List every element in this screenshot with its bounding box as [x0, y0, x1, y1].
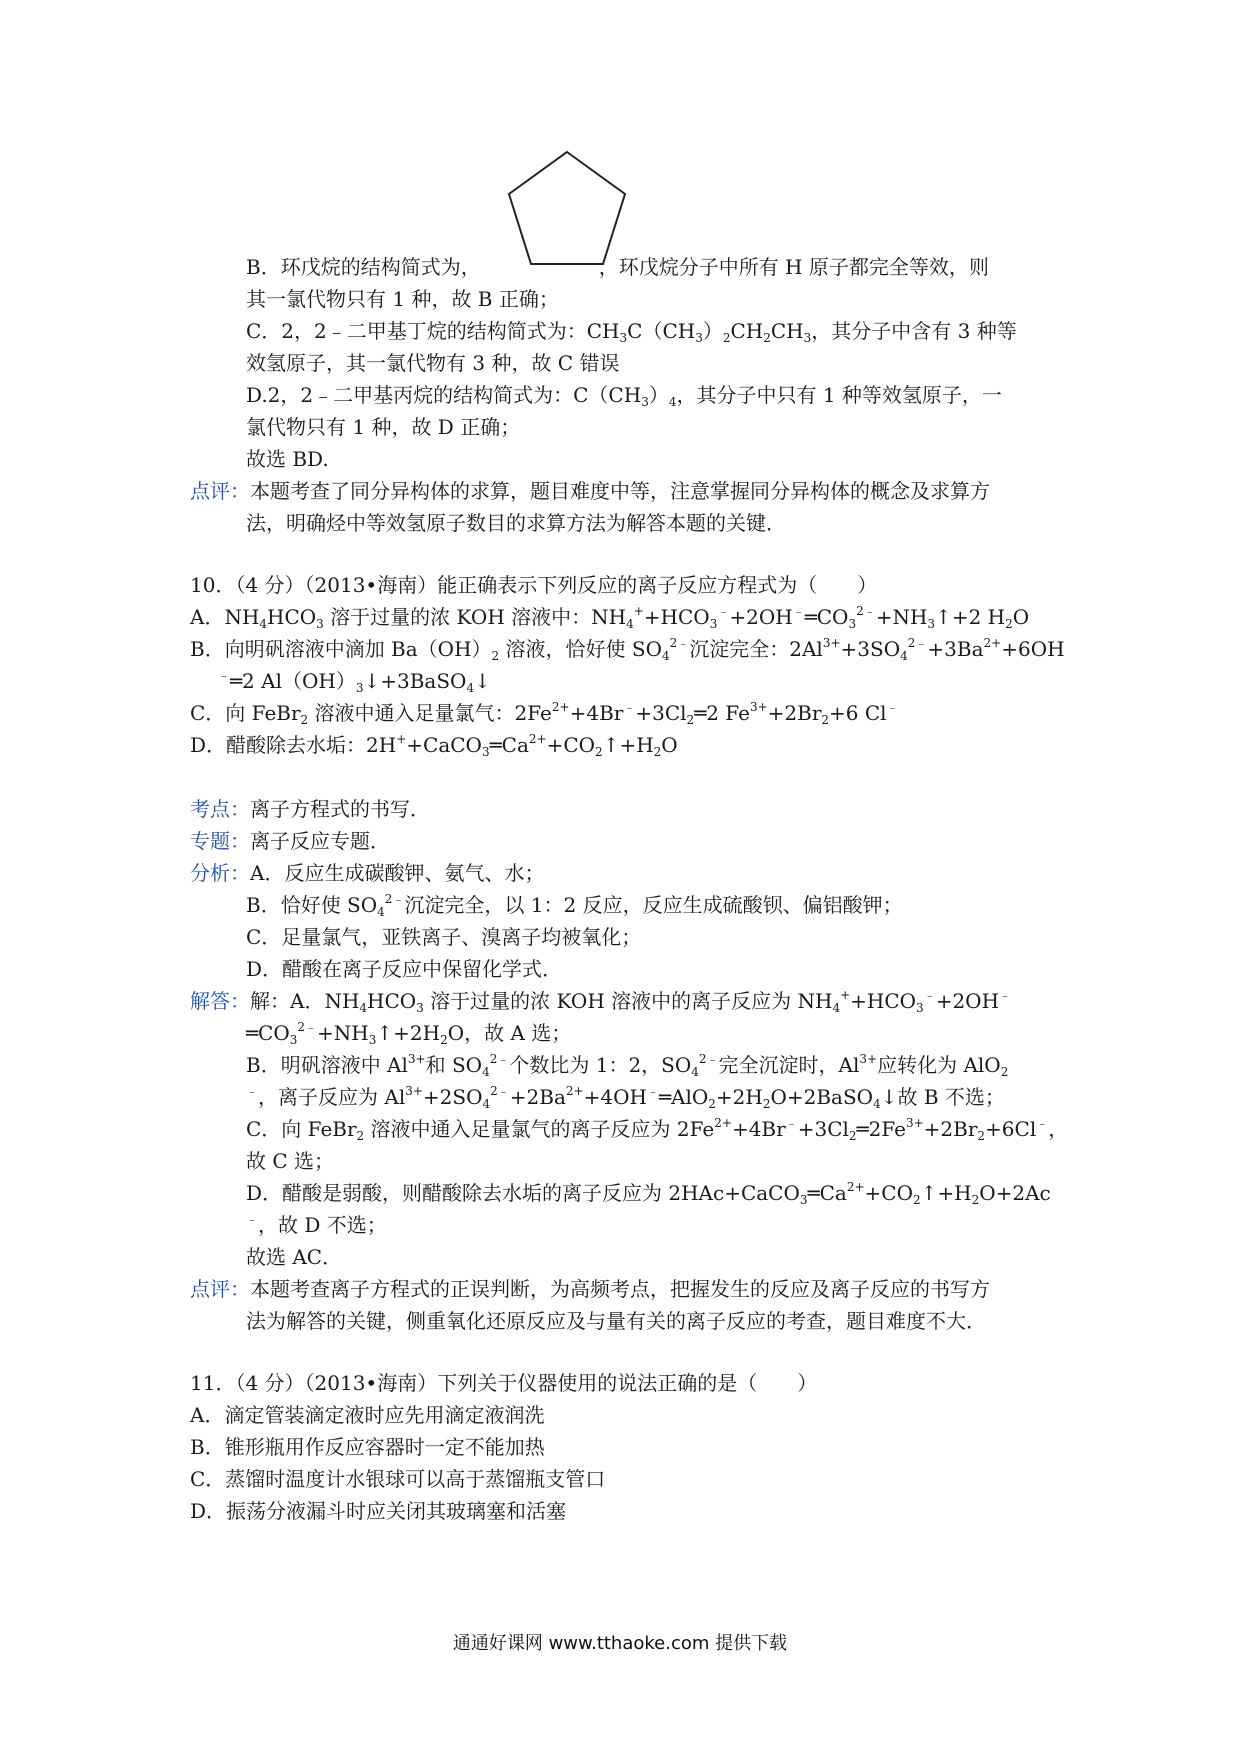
superscript: ﹣: [717, 604, 730, 618]
text-segment: ↓: [474, 669, 491, 693]
subscript: 3: [416, 1001, 424, 1015]
text-segment: O: [1012, 605, 1030, 629]
subscript: 4: [900, 649, 908, 663]
text-segment: ═Ca: [807, 1181, 847, 1205]
text-segment: ═CO: [804, 605, 849, 629]
superscript: 2+: [983, 636, 1002, 650]
subscript: 3: [289, 1033, 298, 1047]
subscript: 4: [359, 1001, 368, 1015]
text-segment: O+2BaSO: [770, 1085, 874, 1109]
q10-fenxi-b: [246, 892, 903, 918]
text-segment: +NH: [875, 605, 928, 629]
q9-option-d-line-2: 氯代物只有 1 种，故 D 正确；: [246, 415, 521, 439]
text-segment: 沉淀完全，以 1：2 反应，反应生成硫酸钡、偏铝酸钾；: [404, 893, 903, 917]
text-segment: 溶液中通入足量氯气的离子反应为 2Fe: [364, 1117, 715, 1141]
text-segment: +2H: [715, 1085, 763, 1109]
subscript: 2: [977, 1129, 986, 1143]
text-segment: A．NH: [190, 605, 260, 629]
subscript: 3: [916, 1001, 924, 1015]
q10-jieda-b-line-2: [246, 1084, 1005, 1110]
subscript: 3: [799, 1193, 808, 1207]
subscript: 4: [482, 1097, 491, 1111]
superscript: 2﹣: [907, 636, 928, 650]
q11-option-c: C．蒸馏时温度计水银球可以高于蒸馏瓶支管口: [190, 1467, 606, 1491]
text-segment: +2SO: [422, 1085, 483, 1109]
text-segment: +3Cl: [635, 701, 687, 725]
q10-jieda-d-line-2: [246, 1212, 387, 1238]
q10-zhuanti: 专题：离子反应专题．: [190, 829, 390, 853]
text-segment: C．向 FeBr: [246, 1117, 357, 1141]
subscript: 4: [466, 681, 475, 695]
text-segment: ═2Fe: [856, 1117, 906, 1141]
text-segment: ，故 D 不选；: [258, 1213, 387, 1237]
subscript: 3: [481, 745, 490, 759]
subscript: 4: [377, 905, 385, 919]
q10-answer: 故选 AC．: [246, 1245, 343, 1269]
subscript: 2: [595, 745, 603, 759]
text-segment: ，: [1048, 1117, 1069, 1141]
text-segment: +2Br: [767, 701, 822, 725]
subscript: 2: [971, 1193, 980, 1207]
text-segment: ═CO: [246, 1021, 290, 1045]
q10-jieda-c-line-2: 故 C 选；: [246, 1149, 335, 1173]
superscript: 2+: [846, 1180, 865, 1194]
subscript: 2: [912, 1193, 921, 1207]
q10-jieda-b-line-1: [246, 1052, 1008, 1078]
text-segment: C．向 FeBr: [190, 701, 301, 725]
q9-option-c-line-1: C．2，2﹣二甲基丁烷的结构简式为：$CH_3C(CH_3)_2CH_2CH_3$，其分子中含有 3 种等: [246, 319, 1017, 345]
subscript: 2: [653, 745, 662, 759]
superscript: 3+: [405, 1084, 423, 1098]
subscript: 4: [661, 649, 670, 663]
text-segment: ═Ca: [489, 733, 529, 757]
subscript: 3: [709, 617, 718, 631]
text-segment: 解：A．NH: [250, 989, 360, 1013]
superscript: ﹣: [886, 700, 899, 714]
superscript: ﹣: [1036, 1116, 1049, 1130]
text-segment: +6Cl: [985, 1117, 1037, 1141]
text-segment: O，故 A 选；: [447, 1021, 572, 1045]
q10-fenxi-d: D．醋酸在离子反应中保留化学式．: [246, 957, 563, 981]
q11-option-b: B．锥形瓶用作反应容器时一定不能加热: [190, 1435, 545, 1459]
q9-option-d-line-1: D.2，2﹣二甲基丙烷的结构简式为：$C(CH_3)_4$，其分子中只有 1 种等效氢原子，一: [246, 383, 1002, 409]
text-segment: D．醋酸除去水垢：2H: [190, 733, 397, 757]
subscript: 2: [356, 1129, 365, 1143]
text-segment: ↑+2 H: [935, 605, 1006, 629]
superscript: ﹣: [646, 1084, 659, 1098]
text-segment: +6OH: [1001, 637, 1065, 661]
text-segment: +2Br: [923, 1117, 978, 1141]
text-segment: +3Cl: [797, 1117, 849, 1141]
text-segment: +2OH: [935, 989, 1000, 1013]
q10-kaodian: 考点：离子方程式的书写．: [190, 797, 430, 821]
text-segment: 沉淀完全：2Al: [689, 637, 823, 661]
subscript: 3: [355, 681, 364, 695]
subscript: 3: [848, 617, 857, 631]
text-segment: ═AlO: [658, 1085, 709, 1109]
text-segment: O: [661, 733, 678, 757]
superscript: +: [633, 604, 644, 618]
superscript: 3+: [822, 636, 841, 650]
text-segment: B．明矾溶液中 Al: [246, 1053, 408, 1077]
text-segment: +4Br: [569, 701, 624, 725]
q10-jieda-d-line-1: [246, 1180, 1051, 1206]
text-segment: +CaCO: [406, 733, 482, 757]
superscript: 2+: [528, 732, 547, 746]
text-segment: ↓故 B 不选；: [880, 1085, 1005, 1109]
text-segment: +2Ba: [509, 1085, 566, 1109]
superscript: 2﹣: [297, 1020, 318, 1034]
text-segment: ↑+H: [602, 733, 654, 757]
text-segment: +6 Cl: [829, 701, 887, 725]
subscript: 2: [821, 713, 830, 727]
subscript: 4: [259, 617, 268, 631]
text-segment: ═2 Fe: [694, 701, 750, 725]
text-segment: HCO: [367, 989, 417, 1013]
superscript: +: [396, 732, 407, 746]
q9-option-b-line-2: 其一氯代物只有 1 种，故 B 正确；: [246, 287, 559, 311]
text-segment: ↑+H: [920, 1181, 972, 1205]
q10-stem: 10．（4 分）（2013•海南）能正确表示下列反应的离子反应方程式为（ ）: [190, 573, 878, 597]
subscript: 2: [686, 713, 695, 727]
q11-option-a: A．滴定管装滴定液时应先用滴定液润洗: [190, 1403, 545, 1427]
superscript: ﹣: [785, 1116, 798, 1130]
q10-option-c: [190, 700, 899, 726]
superscript: 2﹣: [489, 1052, 510, 1066]
text-segment: +4OH: [583, 1085, 647, 1109]
q9-comment-line-1: 点评：本题考查了同分异构体的求算，题目难度中等，注意掌握同分异构体的概念及求算方: [190, 479, 990, 503]
subscript: 4: [873, 1097, 881, 1111]
text-segment: ↑+2H: [376, 1021, 441, 1045]
footer-source: 通通好课网 www.tthaoke.com 提供下载: [452, 1633, 788, 1654]
q10-option-b-line-1: [190, 636, 1065, 662]
subscript: 2: [848, 1129, 857, 1143]
superscript: ﹣: [792, 604, 805, 618]
text-segment: +2OH: [729, 605, 793, 629]
text-segment: 和 SO: [425, 1053, 483, 1077]
text-segment: +CO: [546, 733, 596, 757]
q10-fenxi-c: C．足量氯气，亚铁离子、溴离子均被氧化；: [246, 925, 642, 949]
comment-label: 点评：: [190, 479, 250, 503]
superscript: 2﹣: [698, 1052, 719, 1066]
subscript: 2: [300, 713, 309, 727]
text-segment: +HCO: [643, 605, 710, 629]
superscript: ﹣: [923, 988, 936, 1002]
text-segment: 个数比为 1：2，SO: [509, 1053, 692, 1077]
superscript: 2+: [551, 700, 570, 714]
q10-fenxi-a: 分析：A．反应生成碳酸钾、氨气、水；: [190, 861, 545, 885]
text-segment: D．醋酸是弱酸，则醋酸除去水垢的离子反应为 2HAc+CaCO: [246, 1181, 800, 1205]
text-segment: B．恰好使 SO: [246, 893, 378, 917]
text-segment: 溶液中通入足量氯气：2Fe: [308, 701, 552, 725]
subscript: 3: [316, 617, 324, 631]
text-segment: ═2 Al（OH）: [230, 669, 356, 693]
text-segment: ↓+3BaSO: [363, 669, 467, 693]
text-segment: +NH: [317, 1021, 369, 1045]
superscript: 3+: [905, 1116, 924, 1130]
q9-option-c-line-2: 效氢原子，其一氯代物有 3 种，故 C 错误: [246, 351, 620, 375]
text-segment: HCO: [267, 605, 317, 629]
q11-stem: 11．（4 分）（2013•海南）下列关于仪器使用的说法正确的是（ ）: [190, 1371, 818, 1395]
subscript: 2: [762, 1097, 771, 1111]
subscript: 4: [691, 1065, 699, 1079]
superscript: 3+: [859, 1052, 878, 1066]
superscript: 2+: [565, 1084, 584, 1098]
q10-option-b-line-2: [218, 668, 491, 694]
text-segment: +CO: [864, 1181, 913, 1205]
superscript: ﹣: [246, 1084, 259, 1098]
text-segment: 溶于过量的浓 KOH 溶液中的离子反应为 NH: [423, 989, 833, 1013]
superscript: ﹣: [246, 1212, 259, 1226]
text-segment: +3Ba: [927, 637, 984, 661]
q10-jieda-a-line-1: 解答：解：A．$NH_4HCO_3$ 溶于过量的浓 KOH 溶液中的离子反应为 $NH_4^++HCO_3^﹣+2OH^﹣$: [190, 988, 1012, 1015]
q9-option-b-line-1: B．环戊烷的结构简式为， ，环戊烷分子中所有 H 原子都完全等效，则: [246, 255, 989, 279]
text-segment: +3SO: [840, 637, 901, 661]
superscript: ﹣: [623, 700, 636, 714]
subscript: 2: [491, 649, 500, 663]
q10-comment-line-1: 点评：本题考查离子方程式的正误判断，为高频考点，把握发生的反应及离子反应的书写方: [190, 1277, 990, 1301]
text-segment: 完全沉淀时，Al: [718, 1053, 860, 1077]
subscript: 2: [1000, 1065, 1009, 1079]
subscript: 3: [368, 1033, 377, 1047]
subscript: 4: [626, 617, 634, 631]
superscript: 2﹣: [384, 892, 405, 906]
q10-jieda-a-line-2: [246, 1020, 571, 1046]
text-segment: +HCO: [850, 989, 917, 1013]
superscript: +: [840, 988, 851, 1002]
q10-comment-line-2: 法为解答的关键，侧重氧化还原反应及与量有关的离子反应的考查，题目难度不大．: [246, 1309, 986, 1333]
text-segment: 溶液，恰好使 SO: [499, 637, 662, 661]
q10-option-d: [190, 732, 678, 758]
superscript: 2﹣: [669, 636, 690, 650]
superscript: 3+: [407, 1052, 426, 1066]
subscript: 2: [1005, 617, 1013, 631]
text-segment: B．向明矾溶液中滴加 Ba（OH）: [190, 637, 492, 661]
subscript: 2: [440, 1033, 448, 1047]
q9-comment-line-2: 法，明确烃中等效氢原子数目的求算方法为解答本题的关键．: [246, 511, 786, 535]
text-segment: ，离子反应为 Al: [258, 1085, 406, 1109]
q10-option-a: [190, 604, 1029, 630]
subscript: 4: [832, 1001, 841, 1015]
text-segment: 应转化为 AlO: [877, 1053, 1001, 1077]
q9-answer: 故选 BD.: [246, 447, 329, 471]
text-segment: 溶于过量的浓 KOH 溶液中：NH: [323, 605, 627, 629]
subscript: 4: [482, 1065, 490, 1079]
superscript: 2+: [714, 1116, 732, 1130]
superscript: ﹣: [999, 988, 1012, 1002]
q10-jieda-c-line-1: [246, 1116, 1068, 1142]
superscript: 3+: [749, 700, 768, 714]
text-segment: +4Br: [731, 1117, 786, 1141]
superscript: 2﹣: [856, 604, 876, 618]
superscript: 2﹣: [490, 1084, 510, 1098]
superscript: ﹣: [218, 668, 231, 682]
text-segment: O+2Ac: [979, 1181, 1051, 1205]
subscript: 3: [927, 617, 936, 631]
subscript: 2: [708, 1097, 716, 1111]
q11-option-d: D．振荡分液漏斗时应关闭其玻璃塞和活塞: [190, 1499, 567, 1523]
